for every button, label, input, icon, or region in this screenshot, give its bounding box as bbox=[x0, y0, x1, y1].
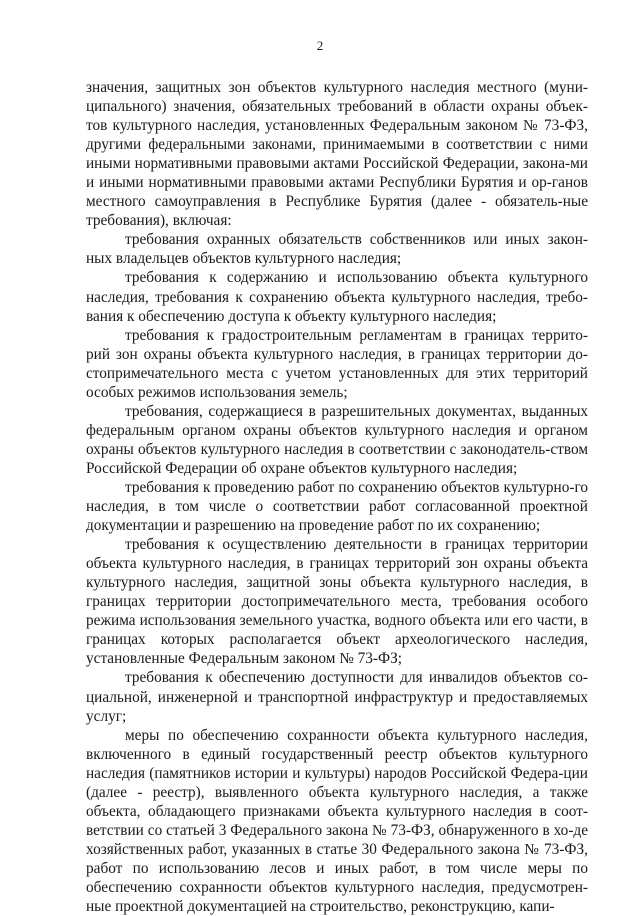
document-body bbox=[86, 78, 588, 916]
paragraph-permit-requirements: требования, содержащиеся в разрешительных документах, выданных федеральным органом охраны объектов культурного наследия и органом охраны объектов культурного наследия в соответствии с законодатель-ством Российской Федерации об охране объектов культурного наследия; bbox=[86, 402, 588, 477]
paragraph-urban-regulations: требования к градостроительным регламентам в границах террито-рий зон охраны объекта культурного наследия, в границах территории до-стопримечательного места с учетом установленных для этих территорий особых режимов использования земель; bbox=[86, 326, 588, 401]
paragraph-maintenance-requirements: требования к содержанию и использованию объекта культурного наследия, требования к сохранению объекта культурного наследия, требо-вания к обеспечению доступа к объекту культурного наследия; bbox=[86, 269, 588, 325]
paragraph-preservation-works: требования к проведению работ по сохранению объектов культурно-го наследия, в том числе о соответствии работ согласованной проектной документации и разрешению на проведение работ по их сохранению; bbox=[86, 478, 588, 535]
paragraph-territory-activity: требования к осуществлению деятельности в границах территории объекта культурного наследия, в границах территорий зон охраны объекта культурного наследия, защитной зоны объекта культурного наследия, в границах территории достопримечательного места, требования особого режима использования земельного участка, водного объекта или его части, в границах которых располагается объект археологического наследия, установленные Федеральным законом № 73-ФЗ; bbox=[86, 536, 588, 668]
paragraph-protection-obligations: требования охранных обязательств собственников или иных закон-ных владельцев объектов культурного наследия; bbox=[86, 231, 588, 268]
paragraph-continuation: значения, защитных зон объектов культурного наследия местного (муни-ципального) значения, обязательных требований в области охраны объек-тов культурного наследия, установленных Федеральным законом № 73-ФЗ, другими федеральными законами, принимаемыми в соответствии с ними иными нормативными правовыми актами Российской Федерации, закона-ми и иными нормативными правовыми актами Республики Бурятия и ор-ганов местного самоуправления в Республике Бурятия (далее - обязатель-ные требования), включая: bbox=[86, 79, 588, 230]
paragraph-safety-measures: меры по обеспечению сохранности объекта культурного наследия, включенного в единый государственный реестр объектов культурного наследия (памятников истории и культуры) народов Российской Федера-ции (далее - реестр), выявленного объекта культурного наследия, а также объекта, обладающего признаками объекта культурного наследия в соот-ветствии со статьей 3 Федерального закона № 73-ФЗ, обнаруженного в хо-де хозяйственных работ, указанных в статье 30 Федерального закона № 73-ФЗ, работ по использованию лесов и иных работ, в том числе меры по обеспечению сохранности объектов культурного наследия, предусмотрен-ные проектной документацией на строительство, реконструкцию, капи- bbox=[86, 726, 588, 916]
paragraph-accessibility: требования к обеспечению доступности для инвалидов объектов со-циальной, инженерной и транспортной инфраструктур и предоставляемых услуг; bbox=[86, 669, 588, 725]
page-number: 2 bbox=[316, 38, 324, 53]
